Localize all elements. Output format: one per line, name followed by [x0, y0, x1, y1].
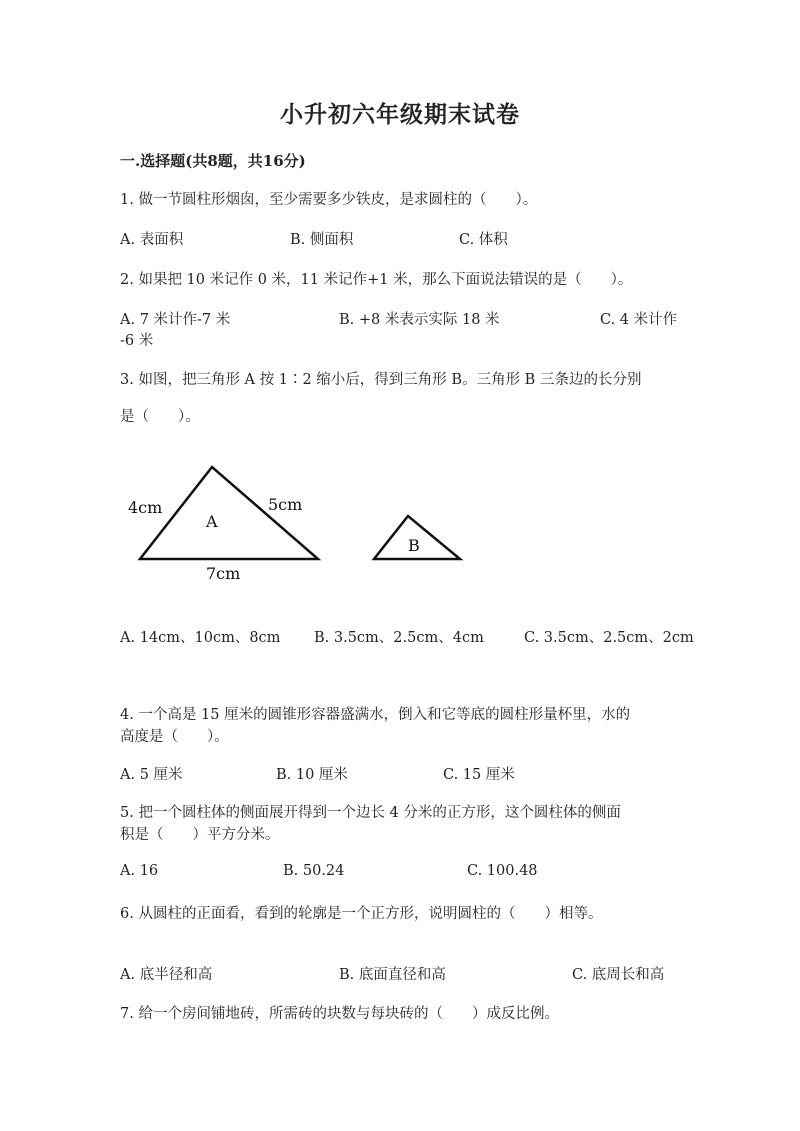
question-6-option-a: A. 底半径和高 [120, 967, 213, 983]
question-2-option-c-wrap: -6 米 [120, 333, 154, 349]
question-2-option-c: C. 4 米计作 [600, 312, 678, 328]
question-3-stem-line-2: 是（ ）。 [120, 409, 200, 425]
page-title: 小升初六年级期末试卷 [280, 101, 520, 128]
question-2-option-b: B. +8 米表示实际 18 米 [339, 312, 500, 328]
question-3-stem-line-1: 3. 如图，把三角形 A 按 1∶2 缩小后，得到三角形 B。三角形 B 三条边的长分别 [120, 372, 642, 388]
question-5-stem-line-1: 5. 把一个圆柱体的侧面展开得到一个边长 4 分米的正方形，这个圆柱体的侧面 [120, 805, 621, 821]
triangle-a-right-side-label: 5cm [268, 495, 303, 514]
section-heading: 一.选择题(共8题，共16分) [120, 152, 306, 170]
question-1-option-a: A. 表面积 [120, 232, 184, 248]
question-3-option-b: B. 3.5cm、2.5cm、4cm [314, 630, 484, 646]
question-2-option-a: A. 7 米计作-7 米 [120, 312, 231, 328]
question-4-option-b: B. 10 厘米 [276, 767, 348, 783]
question-5-option-b: B. 50.24 [283, 863, 345, 879]
question-7-stem: 7. 给一个房间铺地砖，所需砖的块数与每块砖的（ ）成反比例。 [120, 1006, 559, 1022]
question-6-option-c: C. 底周长和高 [572, 967, 665, 983]
question-5-option-a: A. 16 [120, 863, 159, 879]
question-6-stem: 6. 从圆柱的正面看，看到的轮廓是一个正方形，说明圆柱的（ ）相等。 [120, 906, 603, 922]
question-4-option-a: A. 5 厘米 [120, 767, 183, 783]
question-1-stem: 1. 做一节圆柱形烟囱，至少需要多少铁皮，是求圆柱的（ ）。 [120, 192, 538, 208]
triangle-a-label: A [206, 512, 218, 531]
triangles-figure [110, 455, 490, 590]
question-4-stem-line-2: 高度是（ ）。 [120, 729, 229, 745]
question-2-stem: 2. 如果把 10 米记作 0 米，11 米记作+1 米，那么下面说法错误的是（ ）。 [120, 272, 633, 288]
question-5-option-c: C. 100.48 [467, 863, 538, 879]
question-3-option-a: A. 14cm、10cm、8cm [120, 630, 281, 646]
question-1-option-c: C. 体积 [459, 232, 508, 248]
triangle-b-label: B [408, 536, 420, 555]
question-3-option-c: C. 3.5cm、2.5cm、2cm [524, 630, 694, 646]
question-6-option-b: B. 底面直径和高 [339, 967, 446, 983]
question-1-option-b: B. 侧面积 [290, 232, 354, 248]
question-4-stem-line-1: 4. 一个高是 15 厘米的圆锥形容器盛满水，倒入和它等底的圆柱形量杯里，水的 [120, 707, 631, 723]
question-5-stem-line-2: 积是（ ）平方分米。 [120, 827, 280, 843]
triangle-a-left-side-label: 4cm [128, 498, 163, 517]
triangle-a-bottom-side-label: 7cm [206, 564, 241, 583]
question-4-option-c: C. 15 厘米 [443, 767, 515, 783]
